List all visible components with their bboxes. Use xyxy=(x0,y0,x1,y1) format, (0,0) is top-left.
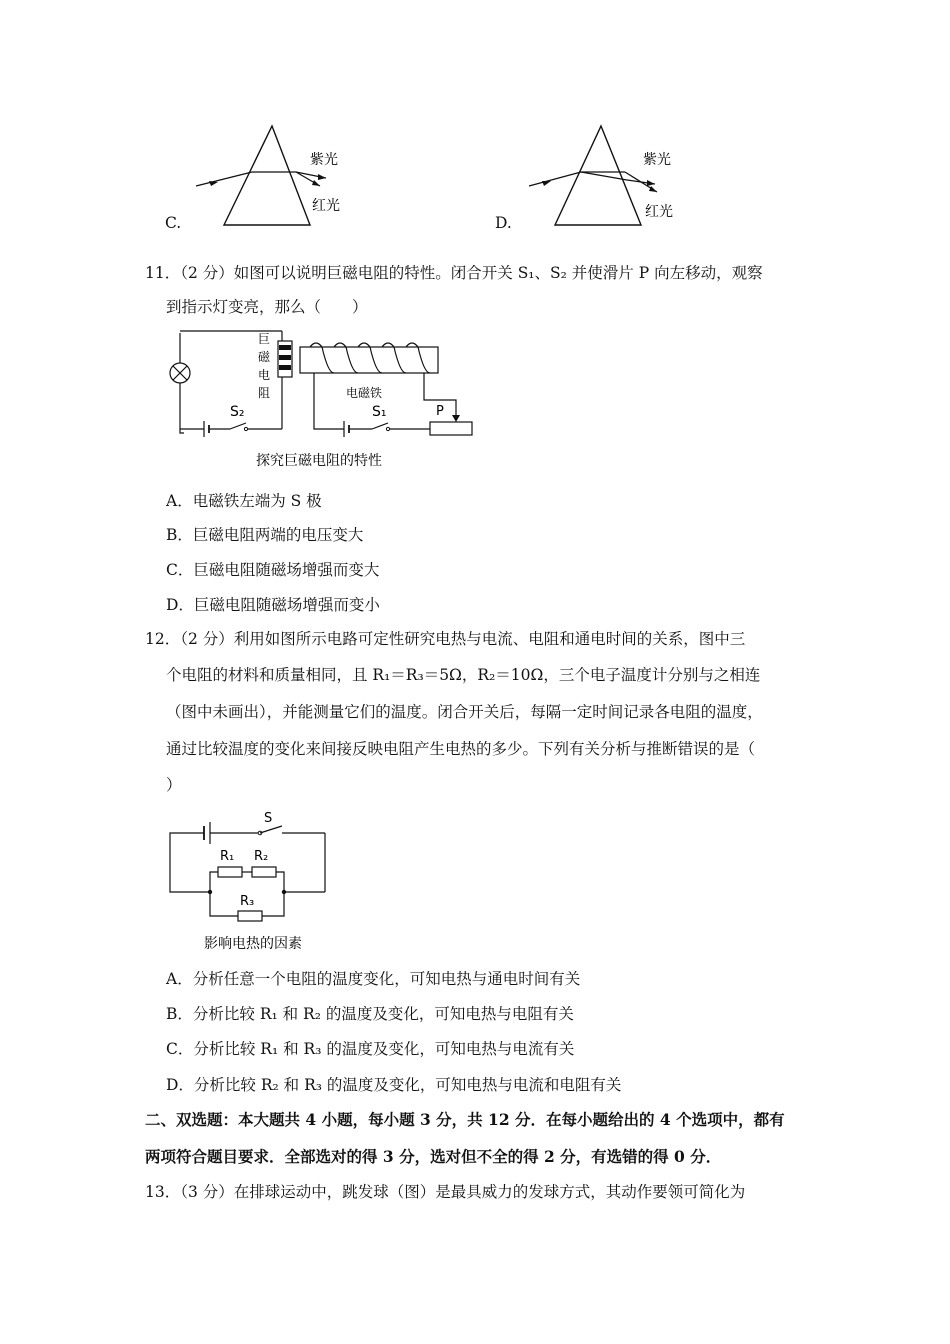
s2-label: S₂ xyxy=(230,404,245,420)
section2-heading-line1: 二、双选题：本大题共 4 小题，每小题 3 分，共 12 分．在每小题给出的 4 个选项中，都有 xyxy=(145,1110,785,1129)
prism-figure-c xyxy=(190,120,360,232)
r3-label: R₃ xyxy=(240,894,255,909)
r2-resistor xyxy=(252,867,276,877)
gmr-circuit-figure xyxy=(160,325,490,475)
electromagnet-core xyxy=(300,347,438,373)
heat-caption: 影响电热的因素 xyxy=(204,936,302,952)
heat-circuit-figure xyxy=(160,808,340,958)
q11-stem-line1: 11．（2 分）如图可以说明巨磁电阻的特性。闭合开关 S₁、S₂ 并使滑片 P 向左移动，观察 xyxy=(145,264,763,282)
option-c-label: C. xyxy=(165,214,182,232)
q12-option-d[interactable]: D．分析比较 R₂ 和 R₃ 的温度及变化，可知电热与电流和电阻有关 xyxy=(166,1076,622,1094)
violet-label: 紫光 xyxy=(310,152,338,168)
q12-stem-line4: 通过比较温度的变化来间接反映电阻产生电热的多少。下列有关分析与推断错误的是（ xyxy=(166,740,756,758)
q13-stem-line1: 13．（3 分）在排球运动中，跳发球（图）是最具威力的发球方式，其动作要领可简化为 xyxy=(145,1183,746,1201)
option-d-label: D. xyxy=(495,214,512,232)
q11-stem-line2: 到指示灯变亮，那么（ ） xyxy=(166,298,368,316)
section2-heading-line2: 两项符合题目要求．全部选对的得 3 分，选对但不全的得 2 分，有选错的得 0 分． xyxy=(145,1147,722,1166)
electromagnet-label: 电磁铁 xyxy=(346,386,383,400)
gmr-caption: 探究巨磁电阻的特性 xyxy=(256,453,382,469)
q12-stem-line3: （图中未画出），并能测量它们的温度。闭合开关后，每隔一定时间记录各电阻的温度， xyxy=(166,703,763,721)
r1-label: R₁ xyxy=(220,849,235,864)
s-label: S xyxy=(264,811,273,826)
q11-option-a[interactable]: A．电磁铁左端为 S 极 xyxy=(166,492,322,510)
r2-label: R₂ xyxy=(254,849,269,864)
r1-resistor xyxy=(218,867,242,877)
svg-text:阻: 阻 xyxy=(258,386,271,400)
q11-option-b[interactable]: B．巨磁电阻两端的电压变大 xyxy=(166,526,364,544)
q12-stem-line1: 12．（2 分）利用如图所示电路可定性研究电热与电流、电阻和通电时间的关系，图中三 xyxy=(145,630,746,648)
q12-stem-line2: 个电阻的材料和质量相同，且 R₁＝R₃＝5Ω，R₂＝10Ω，三个电子温度计分别与之相连 xyxy=(166,666,761,684)
r3-resistor xyxy=(238,911,262,921)
q12-option-c[interactable]: C．分析比较 R₁ 和 R₃ 的温度及变化，可知电热与电流有关 xyxy=(166,1040,575,1058)
s1-label: S₁ xyxy=(372,404,387,420)
svg-text:电: 电 xyxy=(258,368,271,382)
svg-text:磁: 磁 xyxy=(258,350,271,364)
q12-option-a[interactable]: A．分析任意一个电阻的温度变化，可知电热与通电时间有关 xyxy=(166,970,581,988)
rheostat xyxy=(430,422,472,435)
q11-option-c[interactable]: C．巨磁电阻随磁场增强而变大 xyxy=(166,561,380,579)
prism-figure-d xyxy=(525,120,695,232)
gmr-label-char1: 巨 xyxy=(258,332,271,346)
q12-stem-line5: ） xyxy=(166,776,182,794)
q11-option-d[interactable]: D．巨磁电阻随磁场增强而变小 xyxy=(166,596,380,614)
q12-option-b[interactable]: B．分析比较 R₁ 和 R₂ 的温度及变化，可知电热与电阻有关 xyxy=(166,1005,574,1023)
red-label: 红光 xyxy=(645,204,673,220)
p-label: P xyxy=(436,404,444,419)
violet-label: 紫光 xyxy=(643,152,671,168)
red-label: 红光 xyxy=(312,198,340,214)
